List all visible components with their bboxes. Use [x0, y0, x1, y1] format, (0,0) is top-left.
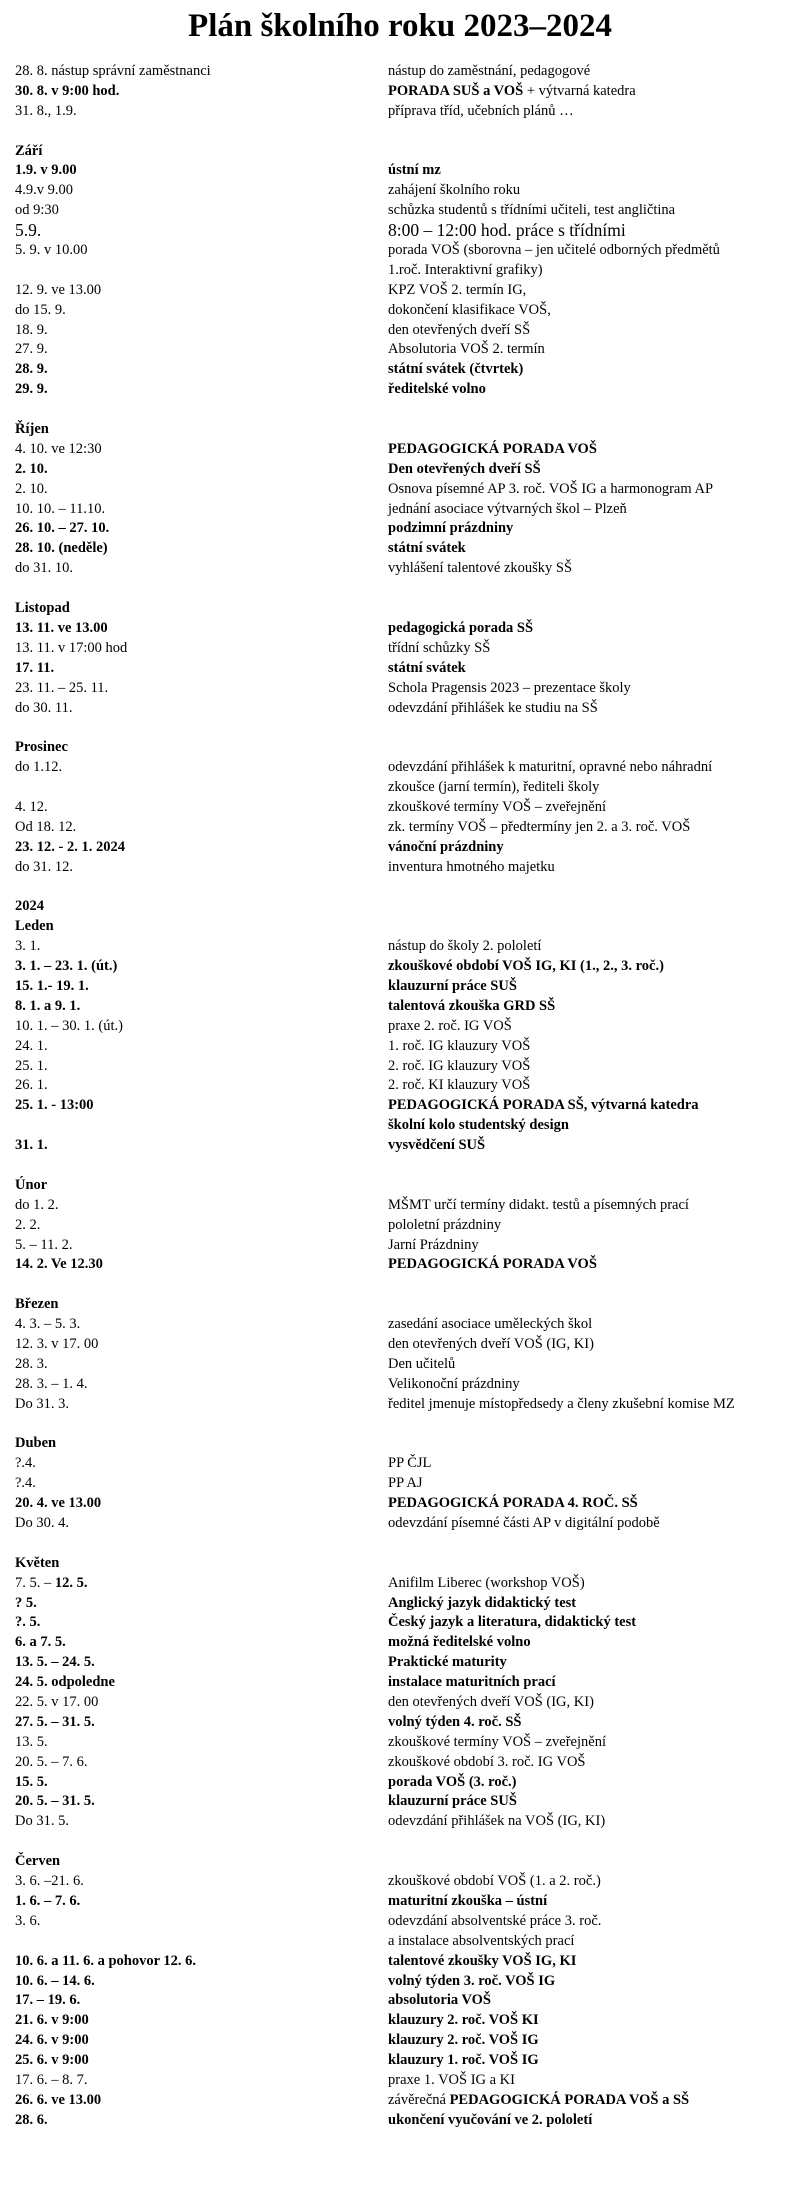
row-event: den otevřených dveří SŠ — [388, 321, 531, 338]
row-event: PEDAGOGICKÁ PORADA 4. ROČ. SŠ — [388, 1495, 638, 1512]
row-event: MŠMT určí termíny didakt. testů a písemných prací — [388, 1196, 689, 1213]
schedule-row — [15, 241, 795, 261]
schedule-row — [15, 1255, 795, 1275]
row-event: vyhlášení talentové zkoušky SŠ — [388, 560, 573, 577]
row-event: ukončení vyučování ve 2. pololetí — [388, 2111, 593, 2128]
row-event: školní kolo studentský design — [388, 1117, 569, 1134]
schedule-row — [15, 957, 795, 977]
row-date: 26. 10. – 27. 10. — [15, 520, 110, 537]
row-event: možná ředitelské volno — [388, 1634, 531, 1651]
row-event: nástup do školy 2. pololetí — [388, 938, 542, 955]
schedule-row — [15, 360, 795, 380]
row-event: PEDAGOGICKÁ PORADA VOŠ — [388, 1256, 597, 1273]
row-event: klauzurní práce SUŠ — [388, 977, 517, 994]
row-date: ?. 5. — [15, 1614, 41, 1631]
row-date: 17. – 19. 6. — [15, 1992, 81, 2009]
schedule-row — [15, 1673, 795, 1693]
schedule-row — [15, 699, 795, 719]
row-date: 1. 6. – 7. 6. — [15, 1892, 81, 1909]
row-date: 24. 1. — [15, 1037, 48, 1054]
row-event: Den učitelů — [388, 1355, 456, 1372]
spacer — [15, 1832, 795, 1852]
section-heading: Září — [15, 142, 43, 159]
schedule-row — [15, 1017, 795, 1037]
row-date: 31. 1. — [15, 1137, 48, 1154]
schedule-row — [15, 102, 795, 122]
schedule-row — [15, 798, 795, 818]
text-fragment: 7. 5. – — [15, 1574, 55, 1591]
row-date: 10. 6. a 11. 6. a pohovor 12. 6. — [15, 1952, 197, 1969]
row-event: klauzury 2. roč. VOŠ KI — [388, 2012, 539, 2029]
section-heading: Leden — [15, 918, 54, 935]
schedule-row — [15, 679, 795, 699]
schedule-row — [15, 201, 795, 221]
row-date: do 31. 12. — [15, 858, 73, 875]
row-event: zkoušce (jarní termín), řediteli školy — [388, 779, 600, 796]
row-event: talentová zkouška GRD SŠ — [388, 997, 556, 1014]
row-event: maturitní zkouška – ústní — [388, 1892, 548, 1909]
schedule-row — [15, 82, 795, 102]
row-event: vysvědčení SUŠ — [388, 1137, 486, 1154]
row-event: Velikonoční prázdniny — [388, 1375, 520, 1392]
schedule-row — [15, 1236, 795, 1256]
text-fragment: + výtvarná katedra — [523, 82, 636, 99]
row-date: 8. 1. a 9. 1. — [15, 997, 81, 1014]
section-heading: Březen — [15, 1296, 59, 1313]
schedule-row — [15, 1057, 795, 1077]
row-event: den otevřených dveří VOŠ (IG, KI) — [388, 1694, 594, 1711]
schedule-row — [15, 1474, 795, 1494]
row-event: třídní schůzky SŠ — [388, 639, 491, 656]
row-event: 8:00 – 12:00 hod. práce s třídními — [388, 220, 626, 241]
row-date: 10. 10. – 11.10. — [15, 500, 106, 517]
schedule-row — [15, 619, 795, 639]
row-event: klauzurní práce SUŠ — [388, 1793, 517, 1810]
spacer — [15, 878, 795, 898]
section-heading: Duben — [15, 1435, 57, 1452]
row-event: zkouškové období 3. roč. IG VOŠ — [388, 1753, 586, 1770]
row-event: absolutoria VOŠ — [388, 1992, 491, 2009]
schedule-row — [15, 1613, 795, 1633]
row-date: 26. 1. — [15, 1077, 48, 1094]
row-date: 30. 8. v 9:00 hod. — [15, 82, 120, 99]
spacer — [15, 718, 795, 738]
schedule-row — [15, 758, 795, 778]
schedule-list — [15, 62, 795, 2131]
row-event: ústní mz — [388, 162, 441, 179]
row-date: 13. 5. – 24. 5. — [15, 1654, 95, 1671]
spacer — [15, 579, 795, 599]
schedule-row — [15, 1991, 795, 2011]
schedule-row — [15, 838, 795, 858]
schedule-row — [15, 1494, 795, 1514]
text-fragment: závěrečná — [388, 2091, 450, 2108]
schedule-row — [15, 1972, 795, 1992]
schedule-row — [15, 539, 795, 559]
row-event: porada VOŠ (sborovna – jen učitelé odborných předmětů — [388, 242, 720, 259]
schedule-row — [15, 559, 795, 579]
schedule-row — [15, 440, 795, 460]
row-date: 28. 10. (neděle) — [15, 540, 108, 557]
schedule-row — [15, 2111, 795, 2131]
schedule-row — [15, 1633, 795, 1653]
row-date: 20. 5. – 31. 5. — [15, 1793, 95, 1810]
row-event: zk. termíny VOŠ – předtermíny jen 2. a 3. roč. VOŠ — [388, 818, 691, 835]
schedule-row — [15, 1116, 795, 1136]
row-date: 25. 6. v 9:00 — [15, 2052, 89, 2069]
schedule-row — [15, 1375, 795, 1395]
schedule-row — [15, 1594, 795, 1614]
row-date: do 1. 2. — [15, 1196, 59, 1213]
row-event: státní svátek — [388, 659, 466, 676]
row-event: odevzdání absolventské práce 3. roč. — [388, 1912, 602, 1929]
row-event: volný týden 4. roč. SŠ — [388, 1713, 522, 1730]
row-event: zkouškové termíny VOŠ – zveřejnění — [388, 1733, 606, 1750]
schedule-row — [15, 1136, 795, 1156]
schedule-row — [15, 818, 795, 838]
row-date: 26. 6. ve 13.00 — [15, 2091, 102, 2108]
schedule-row — [15, 62, 795, 82]
schedule-row — [15, 1713, 795, 1733]
row-event — [388, 82, 636, 102]
row-date: 4.9.v 9.00 — [15, 182, 73, 199]
row-date: 23. 12. - 2. 1. 2024 — [15, 838, 125, 855]
schedule-row — [15, 1773, 795, 1793]
row-date: 1.9. v 9.00 — [15, 162, 77, 179]
row-date: 18. 9. — [15, 321, 48, 338]
row-event: Praktické maturity — [388, 1654, 507, 1671]
row-date: 28. 9. — [15, 361, 48, 378]
row-event: klauzury 2. roč. VOŠ IG — [388, 2032, 539, 2049]
row-event: Absolutoria VOŠ 2. termín — [388, 341, 545, 358]
row-event: klauzury 1. roč. VOŠ IG — [388, 2052, 539, 2069]
schedule-row — [15, 1216, 795, 1236]
row-date: 28. 3. – 1. 4. — [15, 1375, 88, 1392]
schedule-row — [15, 480, 795, 500]
schedule-row — [15, 1196, 795, 1216]
schedule-row — [15, 1892, 795, 1912]
spacer — [15, 1534, 795, 1554]
row-date: 10. 1. – 30. 1. (út.) — [15, 1017, 123, 1034]
row-date: 2. 2. — [15, 1216, 41, 1233]
row-date: 12. 9. ve 13.00 — [15, 281, 102, 298]
row-date: 14. 2. Ve 12.30 — [15, 1256, 103, 1273]
row-date: do 31. 10. — [15, 560, 73, 577]
row-date: 15. 1.- 19. 1. — [15, 977, 89, 994]
row-date: 2. 10. — [15, 460, 48, 477]
row-date: 29. 9. — [15, 381, 48, 398]
section-heading: Únor — [15, 1176, 48, 1193]
schedule-row — [15, 1355, 795, 1375]
row-event: PEDAGOGICKÁ PORADA SŠ, výtvarná katedra — [388, 1097, 699, 1114]
schedule-row — [15, 2071, 795, 2091]
row-event: 2. roč. KI klauzury VOŠ — [388, 1077, 531, 1094]
schedule-row — [15, 2011, 795, 2031]
row-date — [15, 1574, 88, 1594]
text-fragment: PORADA SUŠ a VOŠ — [388, 82, 524, 99]
row-date: 2. 10. — [15, 480, 48, 497]
schedule-row — [15, 977, 795, 997]
row-date: 25. 1. — [15, 1057, 48, 1074]
section-heading: Prosinec — [15, 739, 68, 756]
schedule-row — [15, 2091, 795, 2111]
row-date: 5. – 11. 2. — [15, 1236, 73, 1253]
schedule-row — [15, 1693, 795, 1713]
row-date: 24. 5. odpoledne — [15, 1674, 115, 1691]
row-date: 22. 5. v 17. 00 — [15, 1694, 99, 1711]
schedule-row — [15, 1076, 795, 1096]
row-event: ředitel jmenuje místopředsedy a členy zkušební komise MZ — [388, 1395, 735, 1412]
row-event: zkouškové termíny VOŠ – zveřejnění — [388, 798, 606, 815]
schedule-row — [15, 1574, 795, 1594]
schedule-row — [15, 858, 795, 878]
row-event: Anglický jazyk didaktický test — [388, 1594, 577, 1611]
row-date: 13. 11. v 17:00 hod — [15, 639, 128, 656]
schedule-row — [15, 161, 795, 181]
row-event: PP AJ — [388, 1475, 423, 1492]
schedule-row — [15, 997, 795, 1017]
row-date: Od 18. 12. — [15, 818, 77, 835]
row-date: 6. a 7. 5. — [15, 1634, 66, 1651]
section-heading: Květen — [15, 1554, 60, 1571]
schedule-row — [15, 519, 795, 539]
row-date: ? 5. — [15, 1594, 37, 1611]
schedule-row — [15, 1037, 795, 1057]
row-date: 24. 6. v 9:00 — [15, 2032, 89, 2049]
row-date: Do 31. 5. — [15, 1813, 69, 1830]
row-date: 27. 9. — [15, 341, 48, 358]
schedule-row — [15, 181, 795, 201]
row-event: KPZ VOŠ 2. termín IG, — [388, 281, 527, 298]
row-event — [388, 2091, 689, 2111]
row-date: 3. 6. –21. 6. — [15, 1873, 84, 1890]
row-event: talentové zkoušky VOŠ IG, KI — [388, 1952, 577, 1969]
schedule-row — [15, 460, 795, 480]
row-event: instalace maturitních prací — [388, 1674, 556, 1691]
spacer — [15, 122, 795, 142]
row-event: 2. roč. IG klauzury VOŠ — [388, 1057, 531, 1074]
row-event: příprava tříd, učebních plánů … — [388, 102, 574, 119]
row-event: státní svátek — [388, 540, 466, 557]
schedule-row — [15, 1912, 795, 1932]
row-event: volný týden 3. roč. VOŠ IG — [388, 1972, 556, 1989]
row-date: 4. 10. ve 12:30 — [15, 440, 102, 457]
row-date: 31. 8., 1.9. — [15, 102, 77, 119]
row-event: odevzdání přihlášek na VOŠ (IG, KI) — [388, 1813, 606, 1830]
row-event: den otevřených dveří VOŠ (IG, KI) — [388, 1336, 594, 1352]
row-date: 20. 5. – 7. 6. — [15, 1753, 88, 1770]
schedule-row — [15, 1932, 795, 1952]
row-event: 1.roč. Interaktivní grafiky) — [388, 261, 543, 278]
row-event: a instalace absolventských prací — [388, 1932, 575, 1949]
schedule-row — [15, 778, 795, 798]
row-event: praxe 2. roč. IG VOŠ — [388, 1017, 512, 1034]
row-event: odevzdání přihlášek ke studiu na SŠ — [388, 699, 598, 716]
row-event: zkouškové období VOŠ (1. a 2. roč.) — [388, 1873, 601, 1890]
schedule-row — [15, 1952, 795, 1972]
spacer — [15, 1156, 795, 1176]
schedule-row — [15, 281, 795, 301]
row-event: zkouškové období VOŠ IG, KI (1., 2., 3. roč.) — [388, 958, 664, 975]
schedule-row — [15, 1395, 795, 1415]
row-date: 12. 3. v 17. 00 — [15, 1336, 99, 1352]
page-title: Plán školního roku 2023–2024 — [188, 8, 612, 44]
row-date: 28. 3. — [15, 1355, 48, 1372]
row-date: 5. 9. v 10.00 — [15, 242, 88, 259]
schedule-row — [15, 321, 795, 341]
schedule-row — [15, 659, 795, 679]
row-date: 25. 1. - 13:00 — [15, 1097, 94, 1114]
row-date: Do 30. 4. — [15, 1515, 69, 1532]
row-event: nástup do zaměstnání, pedagogové — [388, 63, 591, 79]
schedule-row — [15, 1653, 795, 1673]
row-event: odevzdání přihlášek k maturitní, opravné nebo náhradní — [388, 759, 713, 776]
row-event: dokončení klasifikace VOŠ, — [388, 301, 551, 318]
row-date: 3. 1. – 23. 1. (út.) — [15, 958, 118, 975]
row-event: vánoční prázdniny — [388, 838, 504, 855]
row-date: do 15. 9. — [15, 301, 66, 318]
section-heading: Listopad — [15, 600, 70, 617]
schedule-row — [15, 1812, 795, 1832]
row-event: pololetní prázdniny — [388, 1216, 502, 1233]
row-date: Do 31. 3. — [15, 1395, 69, 1412]
section-heading: 2024 — [15, 898, 44, 915]
section-heading: Říjen — [15, 421, 49, 438]
row-event: státní svátek (čtvrtek) — [388, 361, 524, 378]
row-event: praxe 1. VOŠ IG a KI — [388, 2071, 515, 2088]
schedule-row — [15, 2031, 795, 2051]
schedule-row — [15, 340, 795, 360]
schedule-row — [15, 1315, 795, 1335]
row-event: Schola Pragensis 2023 – prezentace školy — [388, 679, 631, 696]
row-event: PEDAGOGICKÁ PORADA VOŠ — [388, 440, 597, 457]
schedule-row — [15, 1753, 795, 1773]
row-date: 5.9. — [15, 220, 42, 241]
row-event: porada VOŠ (3. roč.) — [388, 1773, 517, 1790]
row-date: do 30. 11. — [15, 699, 73, 716]
schedule-row — [15, 1335, 795, 1355]
row-event: zasedání asociace uměleckých škol — [388, 1316, 593, 1333]
schedule-row — [15, 500, 795, 520]
row-event: pedagogická porada SŠ — [388, 619, 534, 636]
row-date: 28. 8. nástup správní zaměstnanci — [15, 63, 211, 79]
row-date: do 1.12. — [15, 759, 63, 776]
spacer — [15, 1275, 795, 1295]
schedule-row — [15, 2051, 795, 2071]
schedule-row — [15, 639, 795, 659]
row-date: 13. 5. — [15, 1733, 48, 1750]
row-event: 1. roč. IG klauzury VOŠ — [388, 1037, 531, 1054]
row-date: 23. 11. – 25. 11. — [15, 679, 109, 696]
schedule-row — [15, 261, 795, 281]
spacer — [15, 1415, 795, 1435]
row-date: 27. 5. – 31. 5. — [15, 1713, 95, 1730]
row-event: Osnova písemné AP 3. roč. VOŠ IG a harmonogram AP — [388, 480, 714, 497]
row-event: podzimní prázdniny — [388, 520, 514, 537]
row-date: 4. 3. – 5. 3. — [15, 1316, 81, 1333]
row-event: PP ČJL — [388, 1455, 432, 1472]
schedule-row — [15, 937, 795, 957]
row-date: 17. 11. — [15, 659, 55, 676]
row-event: odevzdání písemné části AP v digitální podobě — [388, 1515, 660, 1532]
schedule-row — [15, 1454, 795, 1474]
row-date: 15. 5. — [15, 1773, 48, 1790]
row-date: 3. 1. — [15, 938, 41, 955]
section-heading: Červen — [15, 1853, 61, 1870]
schedule-row — [15, 221, 795, 241]
row-event: Anifilm Liberec (workshop VOŠ) — [388, 1574, 585, 1591]
text-fragment: PEDAGOGICKÁ PORADA VOŠ a SŠ — [449, 2091, 690, 2108]
text-fragment: 12. 5. — [54, 1574, 88, 1591]
row-date: ?.4. — [15, 1455, 36, 1472]
row-date: ?.4. — [15, 1475, 36, 1492]
row-date: 3. 6. — [15, 1912, 41, 1929]
spacer — [15, 400, 795, 420]
row-date: 21. 6. v 9:00 — [15, 2012, 89, 2029]
schedule-row — [15, 1096, 795, 1116]
schedule-row — [15, 1514, 795, 1534]
schedule-row — [15, 301, 795, 321]
row-date: 10. 6. – 14. 6. — [15, 1972, 95, 1989]
row-date: od 9:30 — [15, 202, 59, 219]
row-event: inventura hmotného majetku — [388, 858, 555, 875]
schedule-row — [15, 1872, 795, 1892]
schedule-row — [15, 1733, 795, 1753]
row-date: 17. 6. – 8. 7. — [15, 2071, 88, 2088]
row-event: zahájení školního roku — [388, 182, 521, 199]
row-event: Den otevřených dveří SŠ — [388, 460, 541, 477]
row-event: Jarní Prázdniny — [388, 1236, 479, 1253]
row-date: 20. 4. ve 13.00 — [15, 1495, 102, 1512]
row-date: 4. 12. — [15, 798, 48, 815]
row-event: ředitelské volno — [388, 381, 486, 398]
row-event: schůzka studentů s třídními učiteli, test angličtina — [388, 202, 676, 219]
row-date: 13. 11. ve 13.00 — [15, 619, 108, 636]
row-event: Český jazyk a literatura, didaktický test — [388, 1614, 637, 1631]
schedule-row — [15, 380, 795, 400]
row-event: jednání asociace výtvarných škol – Plzeň — [388, 500, 627, 517]
row-date: 28. 6. — [15, 2111, 48, 2128]
schedule-row — [15, 1792, 795, 1812]
